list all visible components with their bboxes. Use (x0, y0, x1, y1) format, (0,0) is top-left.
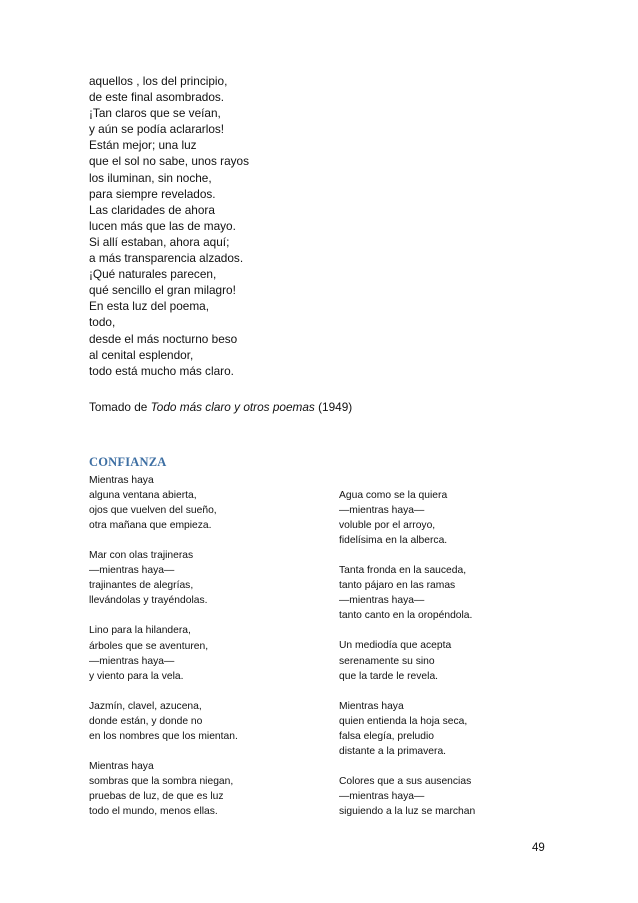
verse-line: tanto canto en la oropéndola. (339, 610, 473, 622)
stanza-break (89, 608, 329, 623)
verse-line: Lino para la hilandera, (89, 625, 191, 637)
verse-line: para siempre revelados. (89, 186, 216, 201)
source-book-title: Todo más claro y otros poemas (150, 400, 315, 414)
verse-line: aquellos , los del principio, (89, 74, 228, 88)
verse-line: que la tarde le revela. (339, 670, 439, 682)
verse-line: Mientras haya (89, 760, 154, 772)
verse-line: alguna ventana abierta, (89, 490, 197, 502)
verse-line: Están mejor; una luz (89, 138, 197, 153)
verse-line: lucen más que las de mayo. (89, 218, 236, 233)
poem-right-column (339, 488, 559, 819)
verse-line: Mar con olas trajineras (89, 550, 194, 562)
verse-line: todo está mucho más claro. (89, 363, 234, 378)
verse-line: llevándolas y trayéndolas. (89, 595, 208, 607)
source-prefix: Tomado de (89, 400, 151, 414)
verse-line: qué sencillo el gran milagro! (89, 283, 236, 298)
verse-line: serenamente su sino (339, 655, 435, 667)
verse-line: Si allí estaban, ahora aquí; (89, 234, 230, 249)
verse-line: —mientras haya— (89, 655, 175, 667)
source-year: (1949) (314, 400, 353, 414)
stanza-break (339, 684, 559, 699)
verse-line: Tanta fronda en la sauceda, (339, 565, 467, 577)
verse-line: ojos que vuelven del sueño, (89, 505, 217, 517)
verse-line: distante a la primavera. (339, 745, 447, 757)
verse-line: árboles que se aventuren, (89, 640, 209, 652)
verse-line: sombras que la sombra niegan, (89, 775, 234, 787)
verse-line: Agua como se la quiera (339, 490, 448, 501)
verse-line: donde están, y donde no (89, 715, 203, 727)
source-note (89, 400, 352, 414)
verse-line: que el sol no sabe, unos rayos (89, 154, 250, 169)
verse-line: y aún se podía aclararlos! (89, 122, 225, 137)
poem-continuation (89, 73, 409, 379)
stanza-break (339, 548, 559, 563)
verse-line: voluble por el arroyo, (339, 520, 436, 532)
verse-line: todo, (89, 315, 116, 330)
verse-line: —mientras haya— (89, 565, 175, 577)
stanza-break (339, 759, 559, 774)
verse-line: siguiendo a la luz se marchan (339, 805, 476, 817)
page-number: 49 (532, 842, 545, 854)
verse-line: —mientras haya— (339, 595, 425, 607)
verse-line: Las claridades de ahora (89, 202, 215, 217)
verse-line: los iluminan, sin noche, (89, 170, 212, 185)
verse-line: en los nombres que los mientan. (89, 730, 238, 742)
stanza-break (89, 684, 329, 699)
stanza-break (339, 623, 559, 638)
verse-line: desde el más nocturno beso (89, 331, 238, 346)
verse-line: Un mediodía que acepta (339, 640, 452, 652)
verse-line: tanto pájaro en las ramas (339, 580, 456, 592)
verse-line: y viento para la vela. (89, 670, 184, 682)
verse-line: falsa elegía, preludio (339, 730, 435, 742)
verse-line: pruebas de luz, de que es luz (89, 790, 224, 802)
verse-line: otra mañana que empieza. (89, 520, 212, 532)
verse-line: Jazmín, clavel, azucena, (89, 700, 202, 712)
verse-line: al cenital esplendor, (89, 347, 194, 362)
verse-line: todo el mundo, menos ellas. (89, 806, 218, 818)
verse-line: de este final asombrados. (89, 90, 225, 105)
stanza-break (89, 533, 329, 548)
verse-line: ¡Qué naturales parecen, (89, 267, 217, 282)
verse-line: En esta luz del poema, (89, 299, 210, 314)
stanza-break (89, 744, 329, 759)
verse-line: ¡Tan claros que se veían, (89, 106, 221, 121)
verse-line: Colores que a sus ausencias (339, 775, 472, 787)
poem-title: CONFIANZA (89, 455, 167, 469)
verse-line: quien entienda la hoja seca, (339, 715, 468, 727)
verse-line: Mientras haya (339, 700, 404, 712)
verse-line: fidelísima en la alberca. (339, 535, 448, 547)
verse-line: a más transparencia alzados. (89, 251, 244, 266)
verse-line: trajinantes de alegrías, (89, 580, 194, 592)
verse-line: —mientras haya— (339, 505, 425, 517)
verse-line: —mientras haya— (339, 790, 425, 802)
poem-left-column (89, 473, 329, 819)
verse-line: Mientras haya (89, 475, 154, 486)
